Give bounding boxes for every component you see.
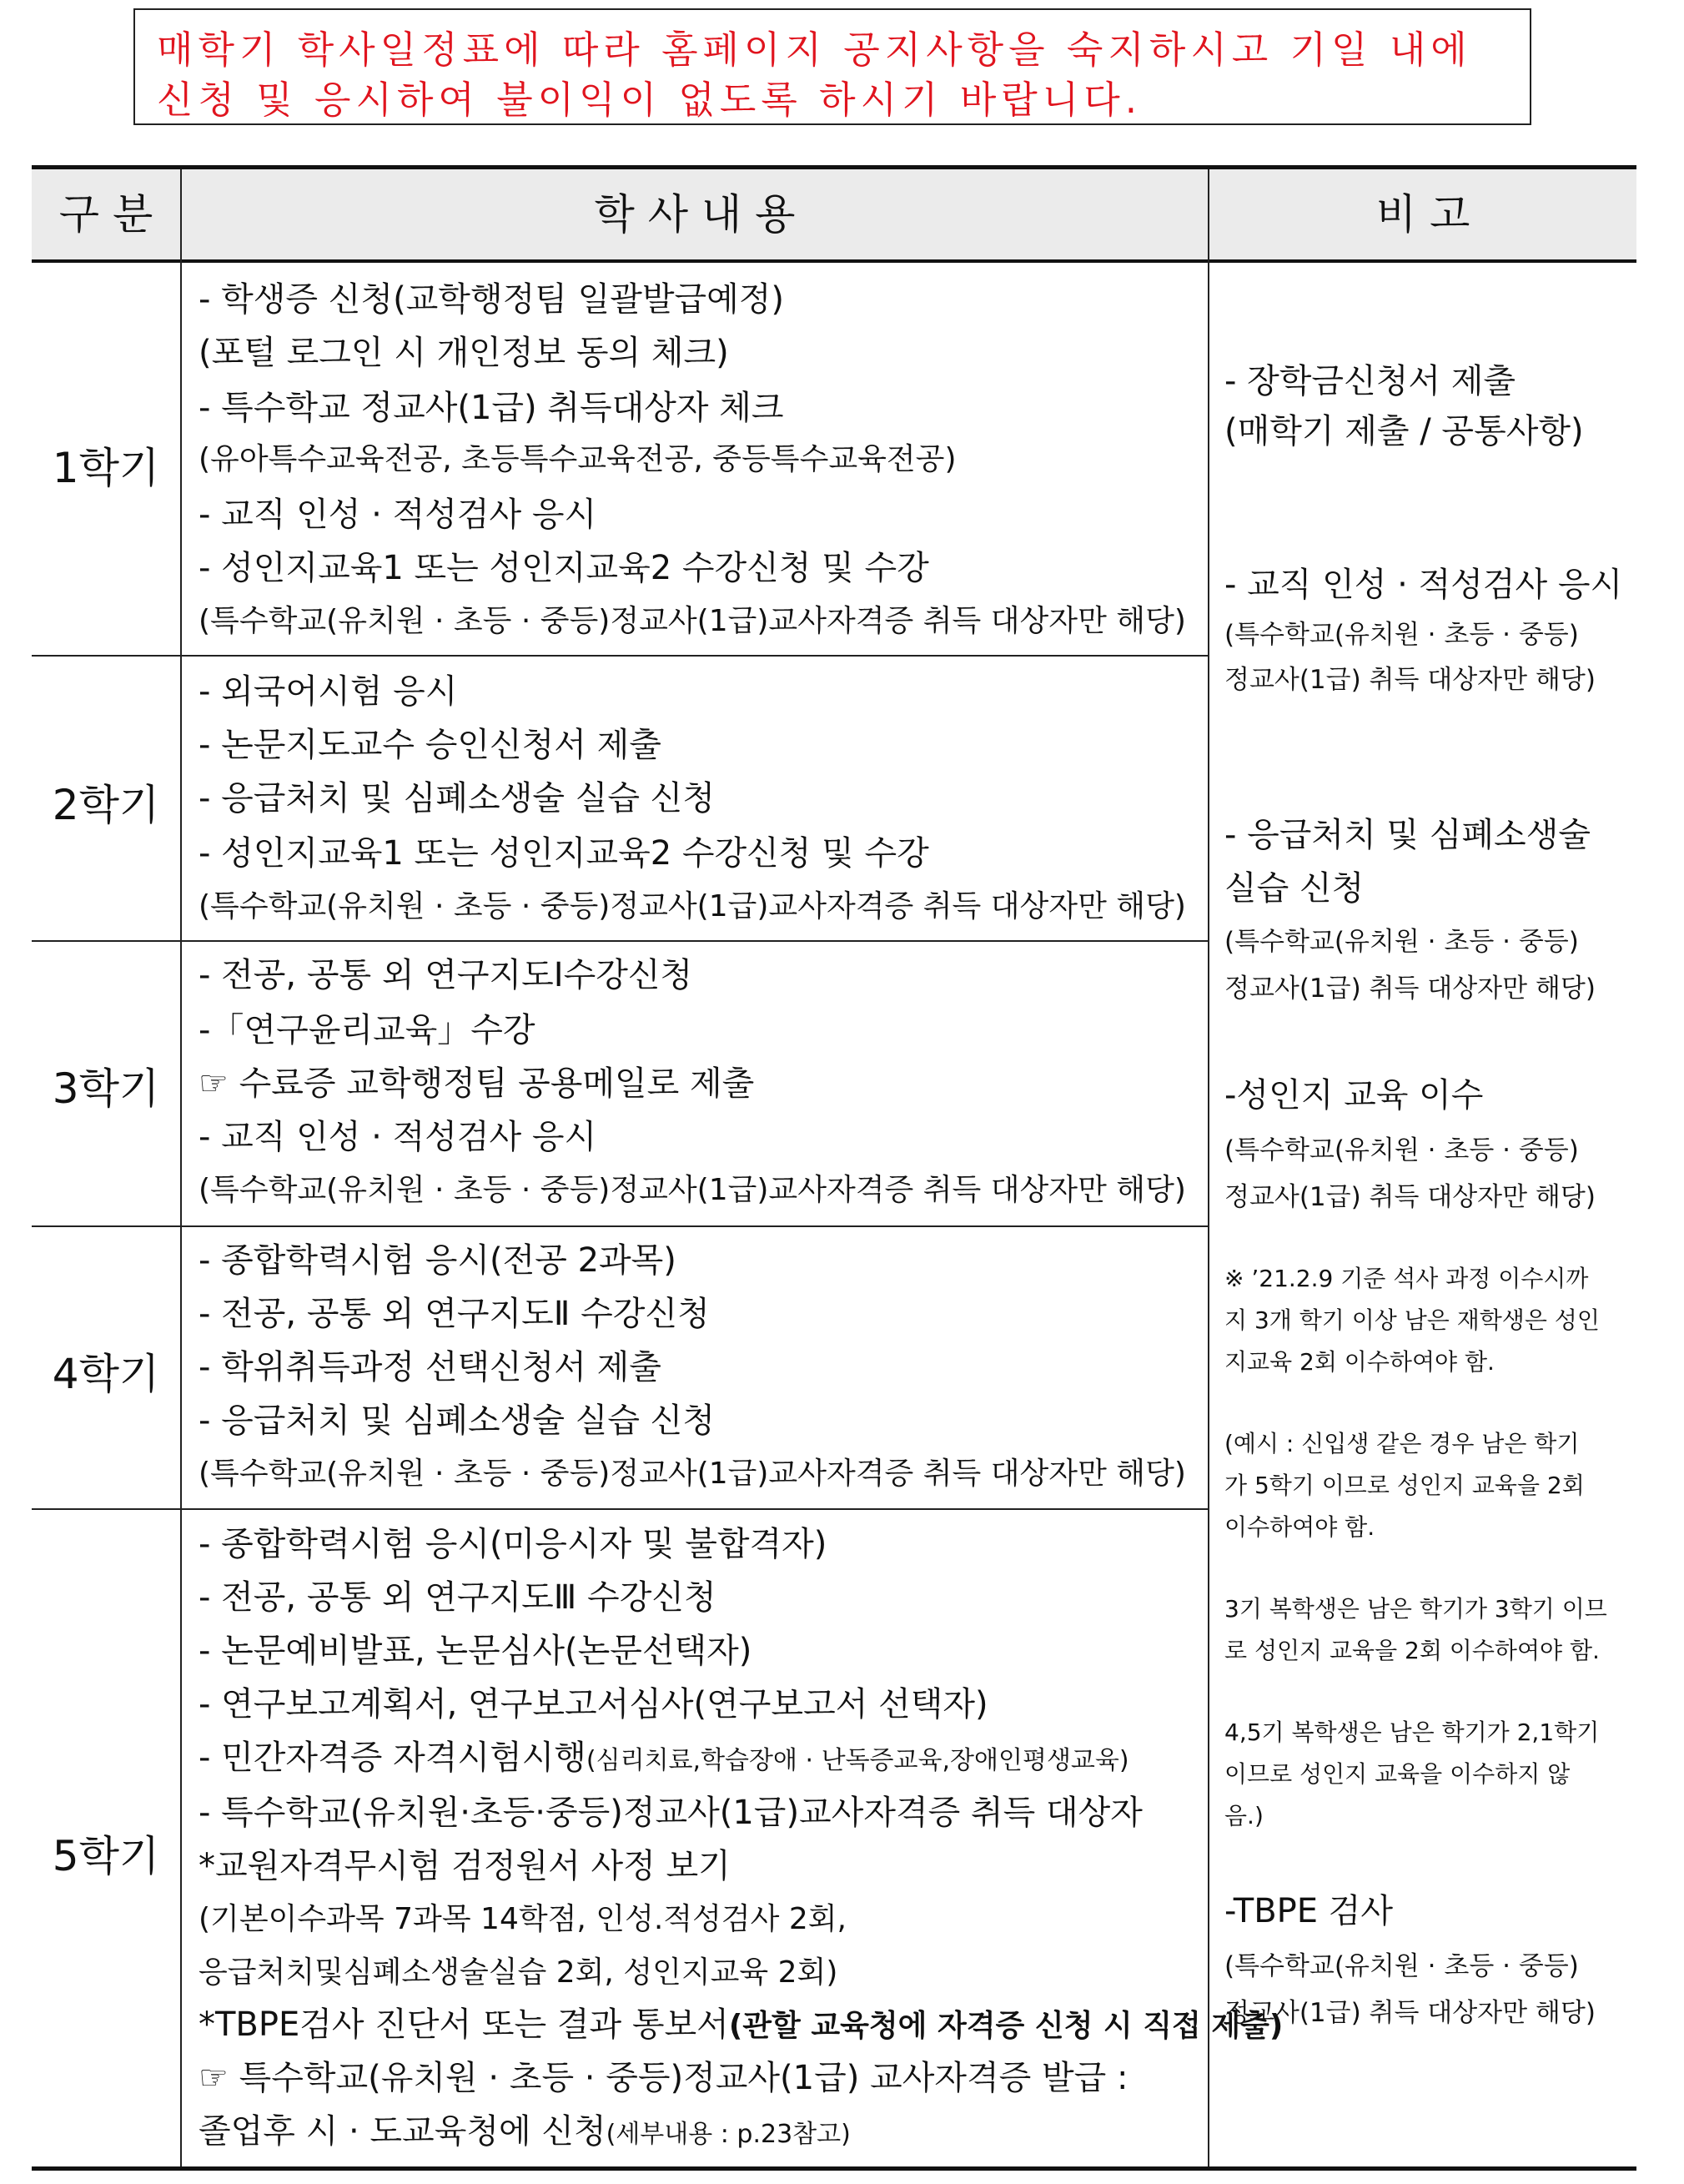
remark-line: 정교사(1급) 취득 대상자만 해당): [1224, 1998, 1596, 2028]
list-item: - 연구보고계획서, 연구보고서심사(연구보고서 선택자): [199, 1685, 988, 1724]
list-item: - 응급처치 및 심폐소생술 실습 신청: [199, 779, 715, 818]
list-item: - 교직 인성 · 적성검사 응시: [199, 496, 597, 534]
list-item: - 교직 인성 · 적성검사 응시: [199, 1118, 597, 1156]
remark-line: 정교사(1급) 취득 대상자만 해당): [1224, 974, 1596, 1004]
list-item: (기본이수과목 7과목 14학점, 인성.적성검사 2회,: [199, 1902, 847, 1936]
remark-line: 가 5학기 이므로 성인지 교육을 2회: [1224, 1472, 1585, 1499]
remark-line: - 교직 인성 · 적성검사 응시: [1224, 566, 1623, 604]
remark-line: 로 성인지 교육을 2회 이수하여야 함.: [1224, 1637, 1600, 1664]
list-item: ☞ 수료증 교학행정팀 공용메일로 제출: [199, 1064, 755, 1103]
list-item-text: - 민간자격증 자격시험시행: [199, 1739, 586, 1777]
list-item-text: *TBPE검사 진단서 또는 결과 통보서: [199, 2005, 729, 2044]
column-divider: [1208, 169, 1209, 2166]
remark-line: (특수학교(유치원 · 초등 · 중등): [1224, 620, 1579, 650]
remark-line: (특수학교(유치원 · 초등 · 중등): [1224, 1951, 1579, 1981]
table-header: [32, 169, 1636, 263]
list-item: - 응급처치 및 심폐소생술 실습 신청: [199, 1401, 715, 1440]
list-item-note: (심리치료,학습장애 · 난독증교육,장애인평생교육): [586, 1746, 1129, 1775]
semester-label: 5학기: [52, 1832, 160, 1880]
list-item: - 전공, 공통 외 연구지도Ⅲ 수강신청: [199, 1578, 716, 1617]
row-divider: [32, 1508, 1208, 1510]
list-item: - 외국어시험 응시: [199, 672, 458, 711]
column-divider: [180, 169, 182, 2166]
list-item-text: 졸업후 시 · 도교육청에 신청: [199, 2112, 606, 2151]
remark-line: 4,5기 복학생은 남은 학기가 2,1학기: [1224, 1719, 1600, 1746]
list-item: 응급처치및심폐소생술실습 2회, 성인지교육 2회): [199, 1955, 838, 1990]
remark-line: (특수학교(유치원 · 초등 · 중등): [1224, 927, 1579, 957]
header-remarks: 비 고: [1375, 190, 1470, 239]
list-item: [199, 2001, 1283, 2048]
remark-line: - 응급처치 및 심폐소생술: [1224, 816, 1591, 854]
list-item: (유아특수교육전공, 초등특수교육전공, 중등특수교육전공): [199, 442, 957, 476]
remark-line: (특수학교(유치원 · 초등 · 중등): [1224, 1135, 1579, 1165]
list-item: - 종합학력시험 응시(전공 2과목): [199, 1241, 676, 1280]
list-item: - 특수학교 정교사(1급) 취득대상자 체크: [199, 389, 784, 427]
list-item-note: (세부내용 : p.23참고): [606, 2120, 851, 2149]
remark-line: -TBPE 검사: [1224, 1892, 1394, 1930]
semester-label: 4학기: [52, 1350, 160, 1398]
list-item: - 특수학교(유치원·초등·중등)정교사(1급)교사자격증 취득 대상자: [199, 1794, 1143, 1832]
remark-line: 지 3개 학기 이상 남은 재학생은 성인: [1224, 1306, 1600, 1334]
list-item: [199, 2108, 851, 2155]
remark-line: 이수하여야 함.: [1224, 1513, 1375, 1541]
list-item: -「연구윤리교육」수강: [199, 1011, 535, 1049]
remark-line: 정교사(1급) 취득 대상자만 해당): [1224, 665, 1596, 695]
list-item: (특수학교(유치원 · 초등 · 중등)정교사(1급)교사자격증 취득 대상자만 해당): [199, 1173, 1186, 1207]
list-item: - 학위취득과정 선택신청서 제출: [199, 1348, 661, 1386]
remark-line: ※ ’21.2.9 기준 석사 과정 이수시까: [1224, 1265, 1589, 1292]
remark-line: (매학기 제출 / 공통사항): [1224, 412, 1584, 450]
notice-box: [133, 8, 1531, 125]
semester-label: 2학기: [52, 781, 160, 829]
remark-line: 이므로 성인지 교육을 이수하지 않: [1224, 1760, 1571, 1788]
list-item: (포털 로그인 시 개인정보 동의 체크): [199, 334, 729, 372]
list-item: - 성인지교육1 또는 성인지교육2 수강신청 및 수강: [199, 549, 929, 587]
list-item: (특수학교(유치원 · 초등 · 중등)정교사(1급)교사자격증 취득 대상자만 해당): [199, 1457, 1186, 1491]
list-item: (특수학교(유치원 · 초등 · 중등)정교사(1급)교사자격증 취득 대상자만 해당): [199, 604, 1186, 638]
remark-line: 지교육 2회 이수하여야 함.: [1224, 1348, 1495, 1376]
remark-line: -성인지 교육 이수: [1224, 1076, 1484, 1115]
remark-line: (예시 : 신입생 같은 경우 남은 학기: [1224, 1430, 1580, 1457]
list-item: - 성인지교육1 또는 성인지교육2 수강신청 및 수강: [199, 834, 929, 873]
list-item: [199, 1734, 1129, 1781]
list-item: (특수학교(유치원 · 초등 · 중등)정교사(1급)교사자격증 취득 대상자만 해당): [199, 889, 1186, 923]
semester-label: 1학기: [52, 444, 160, 492]
header-category: 구 분: [58, 190, 153, 239]
list-item: - 전공, 공통 외 연구지도Ⅰ수강신청: [199, 956, 693, 994]
remark-line: 음.): [1224, 1802, 1264, 1829]
remark-line: 3기 복학생은 남은 학기가 3학기 이므: [1224, 1595, 1607, 1623]
notice-line-1: 매학기 학사일정표에 따라 홈페이지 공지사항을 숙지하시고 기일 내에: [157, 28, 1472, 72]
schedule-table: [32, 165, 1636, 2171]
row-divider: [32, 940, 1208, 942]
row-divider: [32, 655, 1208, 657]
remark-line: - 장학금신청서 제출: [1224, 362, 1516, 400]
list-item: *교원자격무시험 검정원서 사정 보기: [199, 1847, 731, 1885]
list-item: - 전공, 공통 외 연구지도Ⅱ 수강신청: [199, 1295, 710, 1333]
list-item: - 학생증 신청(교학행정팀 일괄발급예정): [199, 280, 785, 319]
header-content: 학 사 내 용: [594, 190, 796, 239]
list-item: - 논문예비발표, 논문심사(논문선택자): [199, 1632, 752, 1670]
list-item: - 논문지도교수 승인신청서 제출: [199, 726, 661, 764]
row-divider: [32, 1225, 1208, 1227]
notice-line-2: 신청 및 응시하여 불이익이 없도록 하시기 바랍니다.: [157, 78, 1143, 122]
semester-label: 3학기: [52, 1064, 160, 1113]
remark-line: 실습 신청: [1224, 869, 1365, 908]
remark-line: 정교사(1급) 취득 대상자만 해당): [1224, 1182, 1596, 1212]
list-item: ☞ 특수학교(유치원 · 초등 · 중등)정교사(1급) 교사자격증 발급 :: [199, 2059, 1129, 2097]
list-item-note: (관할 교육청에 자격증 신청 시 직접 제출): [728, 2009, 1284, 2043]
list-item: - 종합학력시험 응시(미응시자 및 불합격자): [199, 1525, 827, 1563]
